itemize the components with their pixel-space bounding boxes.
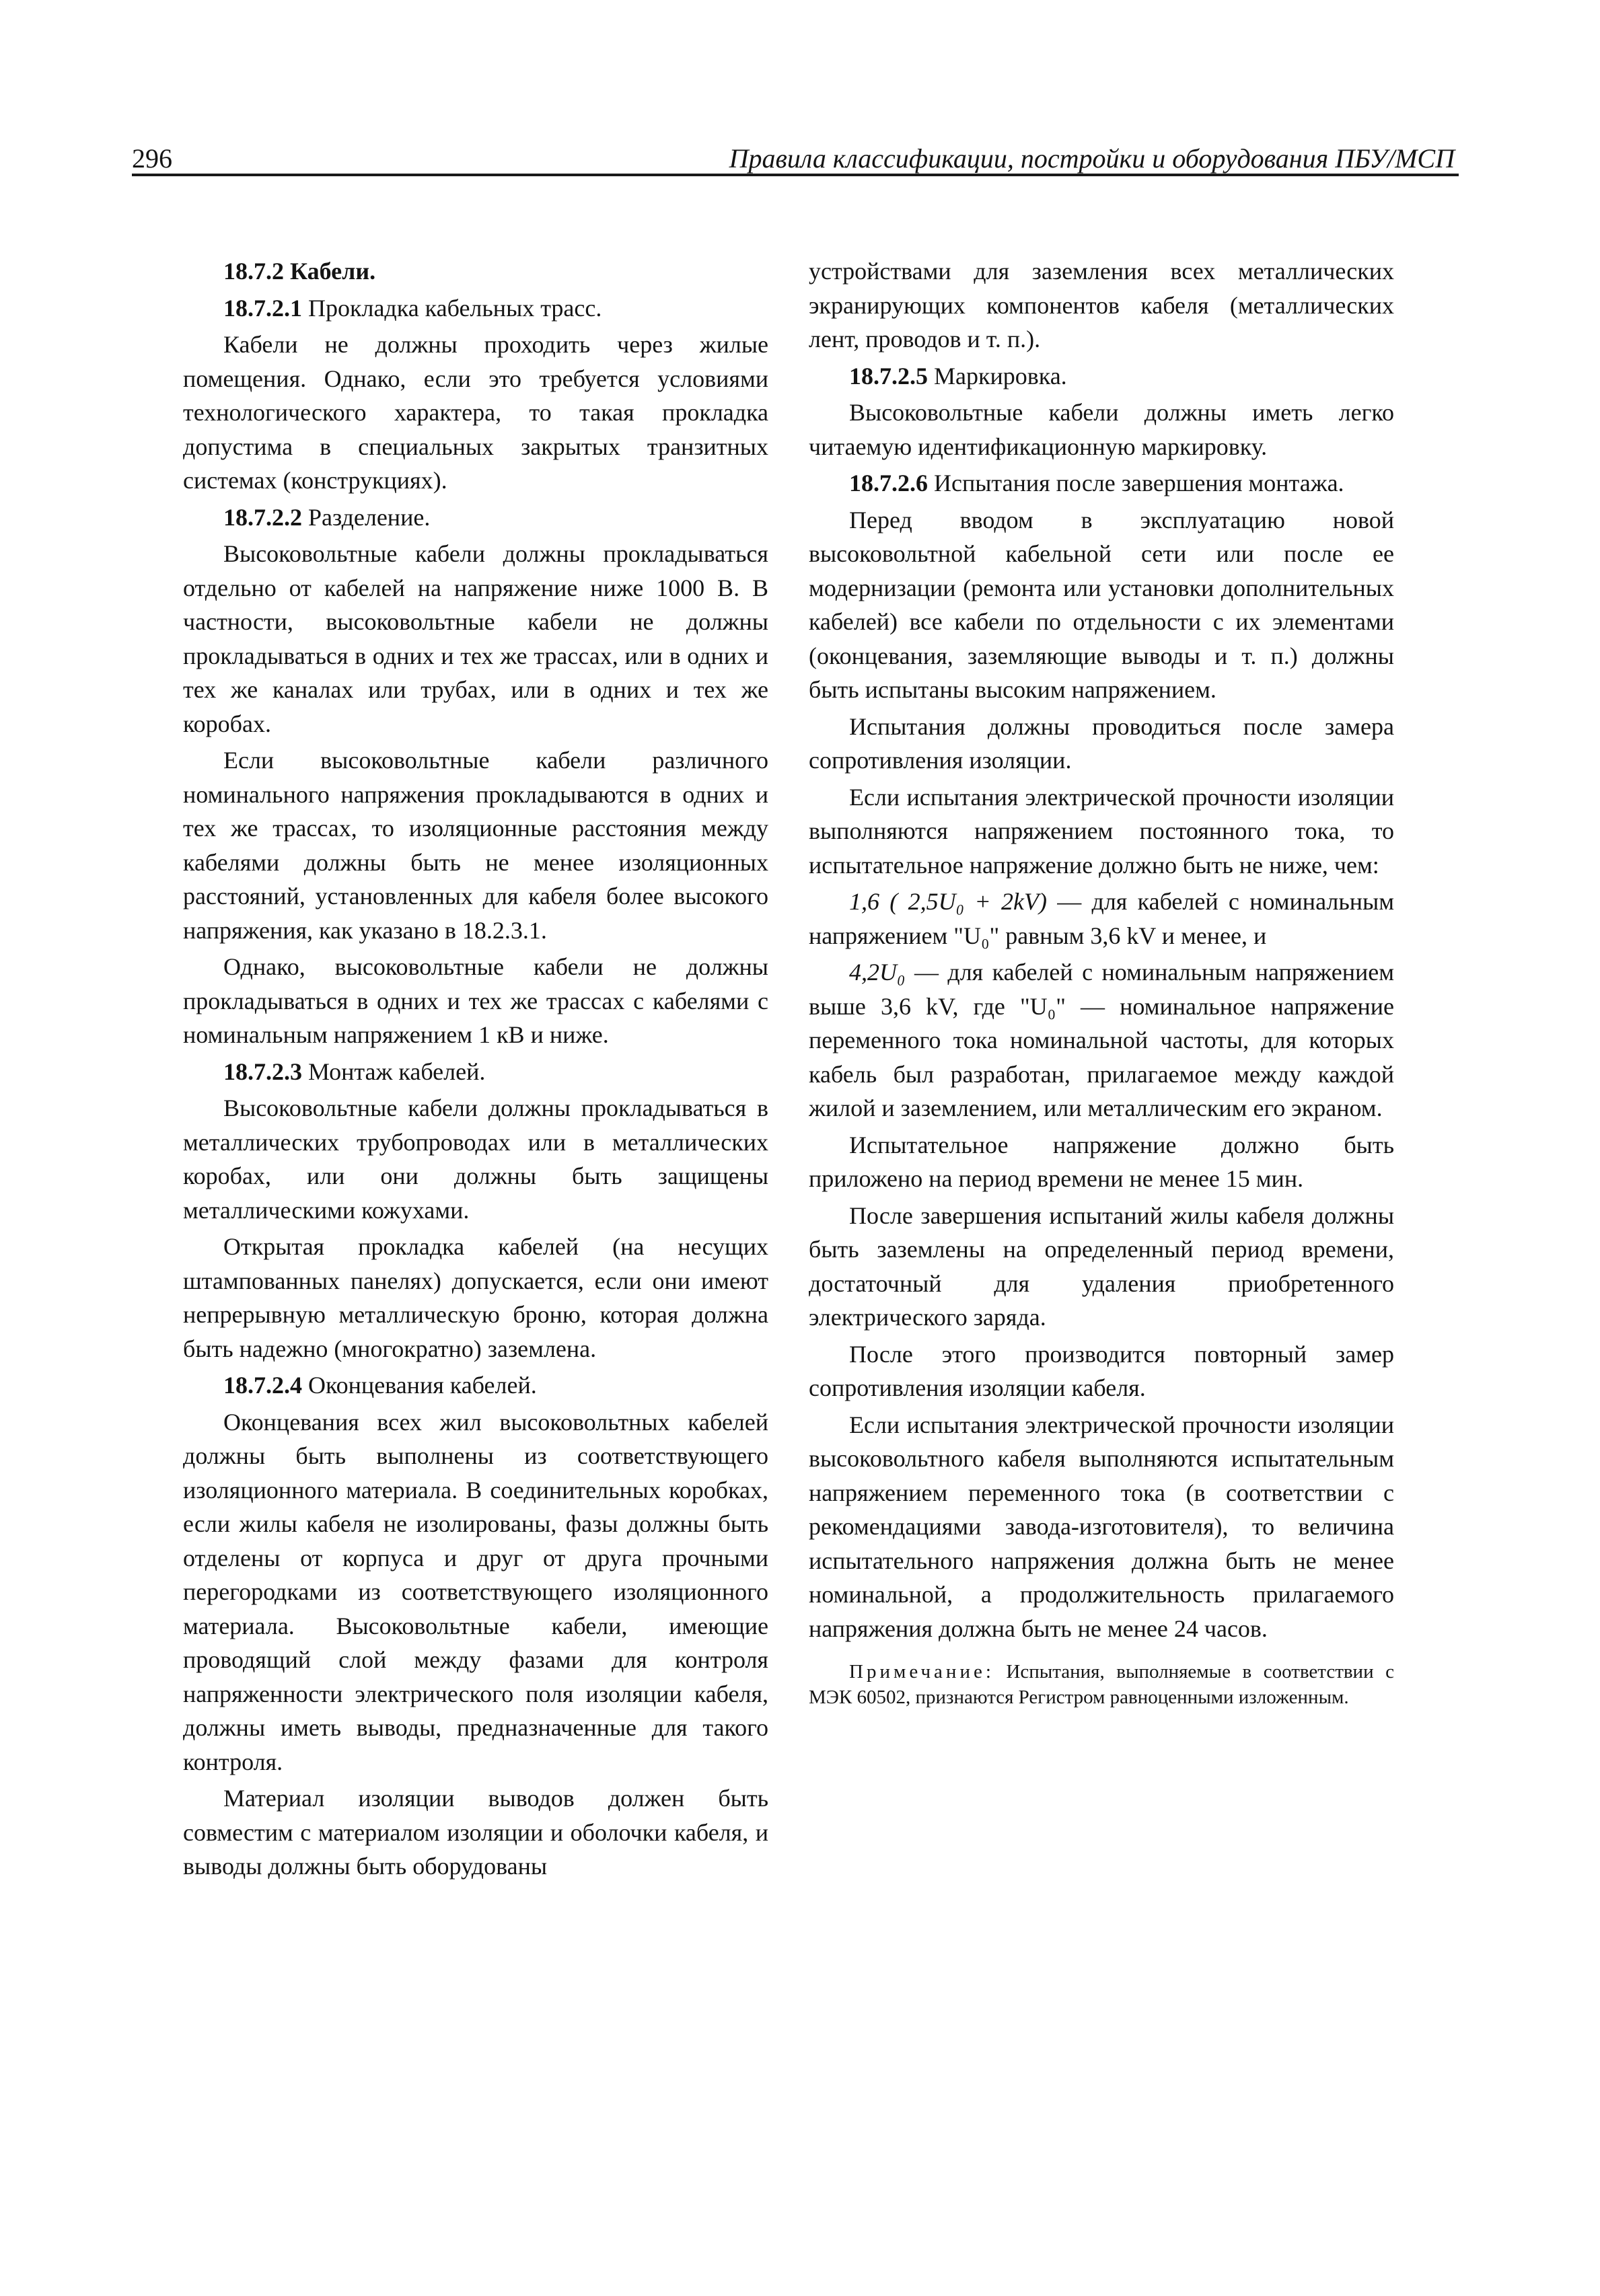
- subsection-heading-installation: 18.7.2.3 Монтаж кабелей.: [223, 1058, 486, 1085]
- note: [809, 1659, 1394, 1710]
- paragraph: Перед вводом в эксплуатацию новой высоковольтной кабельной сети или после ее модернизации (ремонта или установки дополнительных кабелей) все кабели по отдельности с их элементами (оконцевания, заземляющие выводы и т. п.) должны быть испытаны высоким напряжением.: [809, 506, 1394, 703]
- subsection-heading-terminations: 18.7.2.4 Оконцевания кабелей.: [223, 1372, 537, 1399]
- note-label: Примечание:: [849, 1661, 994, 1682]
- subsection-heading-routing: 18.7.2.1 Прокладка кабельных трасс.: [223, 294, 602, 322]
- right-column: [809, 254, 1394, 1710]
- formula: 4,2U₀: [849, 959, 906, 986]
- subsection-heading-testing: 18.7.2.6 Испытания после завершения монтажа.: [849, 470, 1344, 496]
- subsection-heading-separation: 18.7.2.2 Разделение.: [223, 503, 431, 531]
- formula-dc-high: 4,2U₀ — для кабелей с номинальным напряжением выше 3,6 kV, где "U₀" — номинальное напряжение переменного тока номинальной частоты, для которых кабель был разработан, прилагаемое между каждой жилой и заземлением, или металлическим его экраном.: [809, 959, 1394, 1121]
- paragraph-continued: устройствами для заземления всех металлических экранирующих компонентов кабеля (металлических лент, проводов и т. п.).: [809, 258, 1394, 353]
- running-title: Правила классификации, постройки и оборудования ПБУ/МСП: [729, 143, 1455, 174]
- note-text: Испытания, выполняемые в соответствии с МЭК 60502, признаются Регистром равноценными изложенным.: [809, 1661, 1394, 1708]
- paragraph: Если испытания электрической прочности изоляции высоковольтного кабеля выполняются испытательным напряжением переменного тока (в соответствии с рекомендациями завода-изготовителя), то величина испытательного напряжения должна быть не менее номинальной, а продолжительность прилагаемого напряжения должна быть не менее 24 часов.: [809, 1411, 1394, 1642]
- paragraph: Испытания должны проводиться после замера сопротивления изоляции.: [809, 712, 1394, 774]
- paragraph: Если высоковольтные кабели различного номинального напряжения прокладываются в одних и тех же трассах, то изоляционные расстояния между кабелями должны быть не менее изоляционных расстояний, установленных для кабеля более высокого напряжения, как указано в 18.2.3.1.: [183, 747, 768, 944]
- page-number: 296: [132, 143, 172, 174]
- paragraph: После завершения испытаний жилы кабеля должны быть заземлены на определенный период времени, достаточный для удаления приобретенного электрического заряда.: [809, 1201, 1394, 1331]
- section-heading-cables: 18.7.2 Кабели.: [223, 258, 376, 285]
- formula-dc-low: 1,6 ( 2,5U₀ + 2kV) — для кабелей с номинальным напряжением "U₀" равным 3,6 kV и менее, и: [809, 888, 1394, 949]
- subsection-heading-marking: 18.7.2.5 Маркировка.: [849, 362, 1067, 390]
- header-rule: [132, 174, 1459, 176]
- left-column: [183, 254, 768, 1886]
- paragraph: Высоковольтные кабели должны прокладываться отдельно от кабелей на напряжение ниже 1000 В. В частности, высоковольтные кабели не должны прокладываться в одних и тех же трассах, или в одних и тех же каналах или трубах, или в одних и тех же коробах.: [183, 540, 768, 737]
- paragraph: После этого производится повторный замер сопротивления изоляции кабеля.: [809, 1340, 1394, 1401]
- formula: 1,6 ( 2,5U₀ + 2kV): [849, 888, 1047, 915]
- paragraph: Испытательное напряжение должно быть приложено на период времени не менее 15 мин.: [809, 1131, 1394, 1192]
- paragraph: Оконцевания всех жил высоковольтных кабелей должны быть выполнены из соответствующего изоляционного материала. В соединительных коробках, если жилы кабеля не изолированы, фазы должны быть отделены от корпуса и друг от друга прочными перегородками из соответствующего изоляционного материала. Высоковольтные кабели, имеющие проводящий слой между фазами для контроля напряженности электрического поля изоляции кабеля, должны иметь выводы, предназначенные для такого контроля.: [183, 1408, 768, 1775]
- paragraph: Открытая прокладка кабелей (на несущих штампованных панелях) допускается, если они имеют непрерывную металлическую броню, которая должна быть надежно (многократно) заземлена.: [183, 1233, 768, 1362]
- paragraph: Высоковольтные кабели должны иметь легко читаемую идентификационную маркировку.: [809, 399, 1394, 460]
- paragraph: Если испытания электрической прочности изоляции выполняются напряжением постоянного тока, то испытательное напряжение должно быть не ниже, чем:: [809, 783, 1394, 879]
- paragraph: Кабели не должны проходить через жилые помещения. Однако, если это требуется условиями технологического характера, то такая прокладка допустима в специальных закрытых транзитных системах (конструкциях).: [183, 331, 768, 494]
- paragraph: Высоковольтные кабели должны прокладываться в металлических трубопроводах или в металлических коробах, или они должны быть защищены металлическими кожухами.: [183, 1095, 768, 1224]
- paragraph: Материал изоляции выводов должен быть совместим с материалом изоляции и оболочки кабеля, и выводы должны быть оборудованы: [183, 1785, 768, 1880]
- paragraph: Однако, высоковольтные кабели не должны прокладываться в одних и тех же трассах с кабелями с номинальным напряжением 1 кВ и ниже.: [183, 953, 768, 1048]
